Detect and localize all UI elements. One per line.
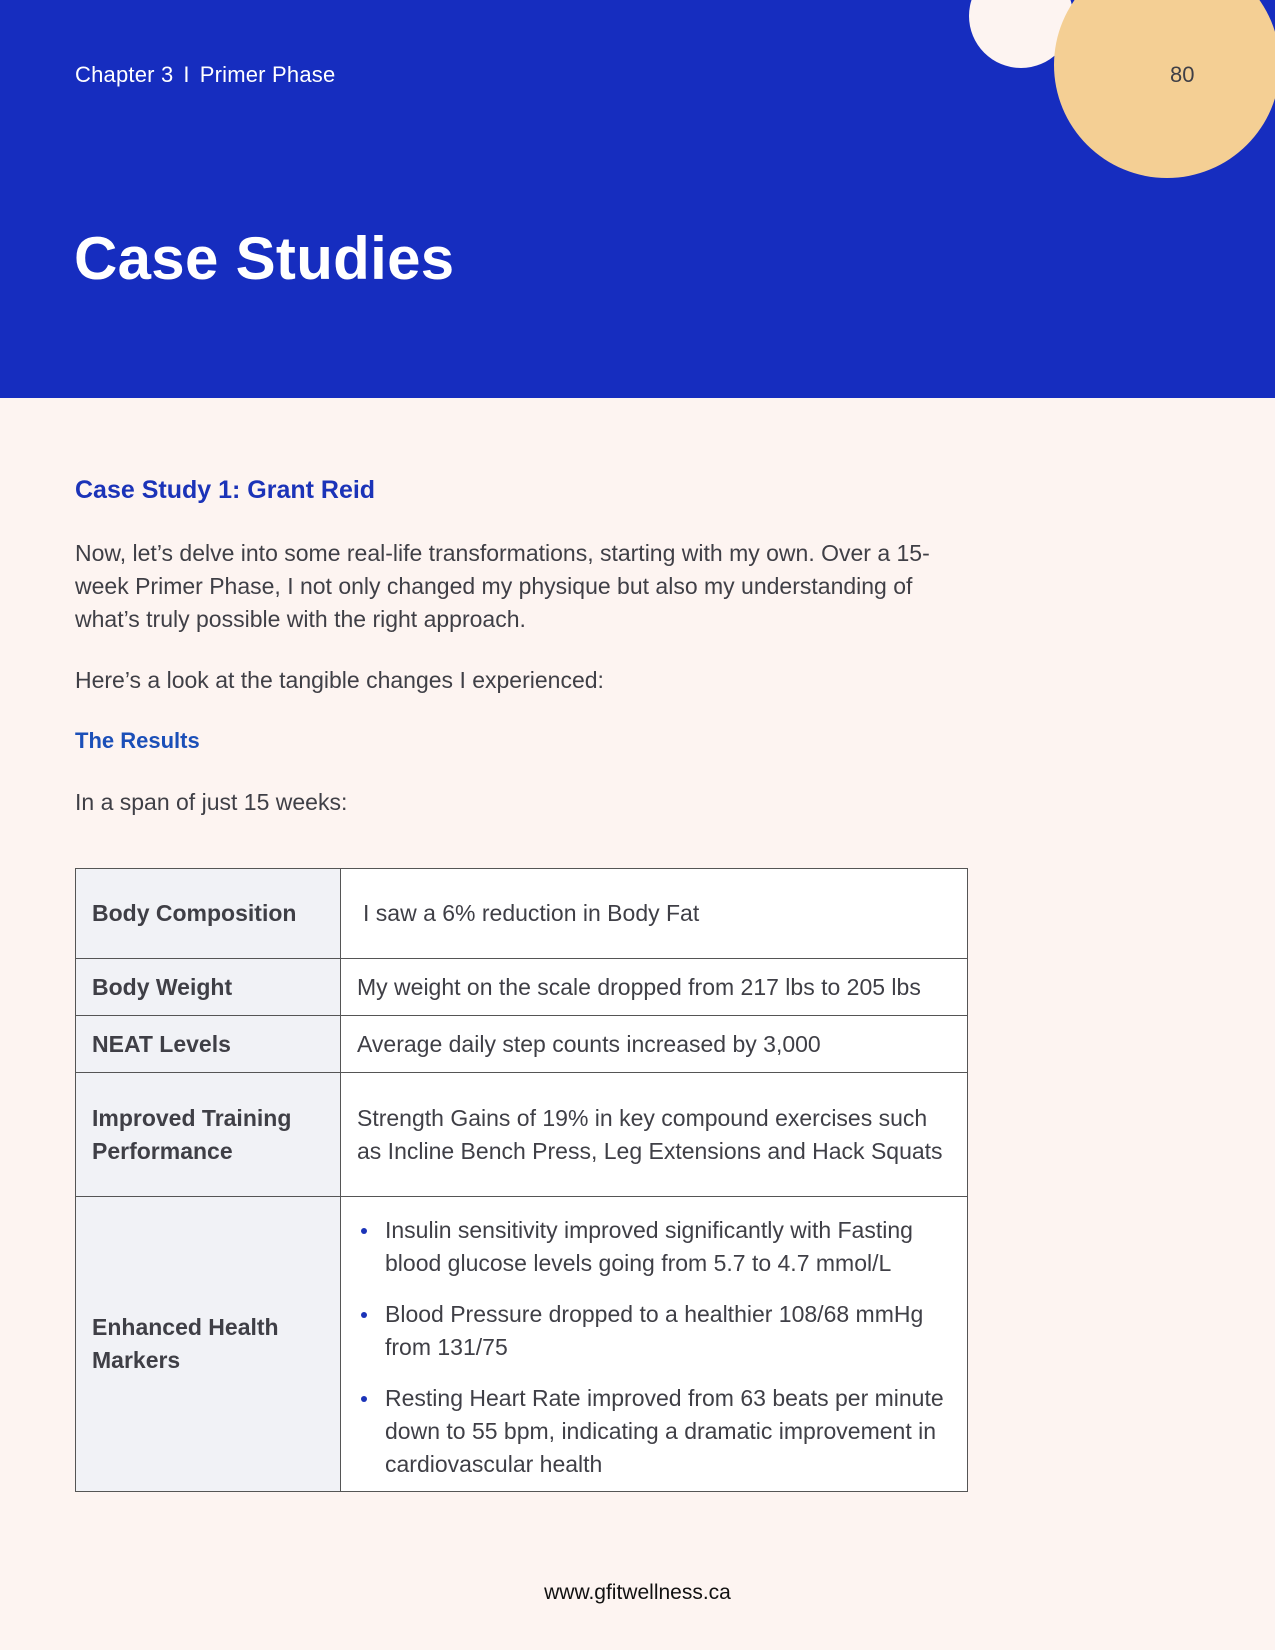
list-item-text: Blood Pressure dropped to a healthier 108/68 mmHg from 131/75: [385, 1300, 924, 1360]
table-row: [76, 1073, 968, 1197]
list-item-text: Resting Heart Rate improved from 63 beats per minute down to 55 bpm, indicating a dramatic improvement in cardiovascular health: [385, 1384, 944, 1477]
breadcrumb-section: Primer Phase: [199, 62, 336, 87]
footer-website: www.gfitwellness.ca: [544, 1581, 731, 1604]
intro-paragraph: Now, let’s delve into some real-life transformations, starting with my own. Over a 15-week Primer Phase, I not only changed my physique but also my understanding of what’s truly possible with the right approach.: [75, 540, 930, 632]
table-row: [76, 1016, 968, 1073]
row-value: Average daily step counts increased by 3,000: [341, 1016, 968, 1073]
list-item: [385, 1214, 951, 1280]
row-value: I saw a 6% reduction in Body Fat: [341, 869, 968, 959]
list-item-text: Insulin sensitivity improved significantly with Fasting blood glucose levels going from 5.7 to 4.7 mmol/L: [385, 1216, 913, 1276]
table-row: [76, 869, 968, 959]
table-row: [76, 1197, 968, 1492]
bullet-icon: [361, 1396, 367, 1402]
row-value: Strength Gains of 19% in key compound exercises such as Incline Bench Press, Leg Extensions and Hack Squats: [341, 1073, 968, 1197]
results-heading: The Results: [75, 728, 200, 753]
list-item: [385, 1298, 951, 1364]
table-row: [76, 959, 968, 1016]
bullet-icon: [361, 1312, 367, 1318]
breadcrumb: [75, 62, 335, 88]
bullet-icon: [361, 1228, 367, 1234]
page-number: 80: [1170, 62, 1195, 87]
row-label: Body Composition: [76, 869, 341, 959]
results-table: [75, 868, 968, 1492]
breadcrumb-separator: I: [183, 62, 190, 87]
row-label: Improved Training Performance: [76, 1073, 341, 1197]
row-label: NEAT Levels: [76, 1016, 341, 1073]
header-banner: [0, 0, 1275, 398]
decorative-circle-large: [1054, 0, 1275, 178]
breadcrumb-chapter: Chapter 3: [75, 62, 174, 87]
row-label: Enhanced Health Markers: [76, 1197, 341, 1492]
health-markers-list: [357, 1200, 951, 1489]
row-value: My weight on the scale dropped from 217 lbs to 205 lbs: [341, 959, 968, 1016]
list-item: [385, 1382, 951, 1481]
page-title: Case Studies: [74, 225, 455, 292]
case-study-heading: Case Study 1: Grant Reid: [75, 476, 376, 504]
row-value-list: [341, 1197, 968, 1492]
lead-paragraph: Here’s a look at the tangible changes I experienced:: [75, 667, 604, 693]
span-paragraph: In a span of just 15 weeks:: [75, 789, 348, 815]
row-label: Body Weight: [76, 959, 341, 1016]
